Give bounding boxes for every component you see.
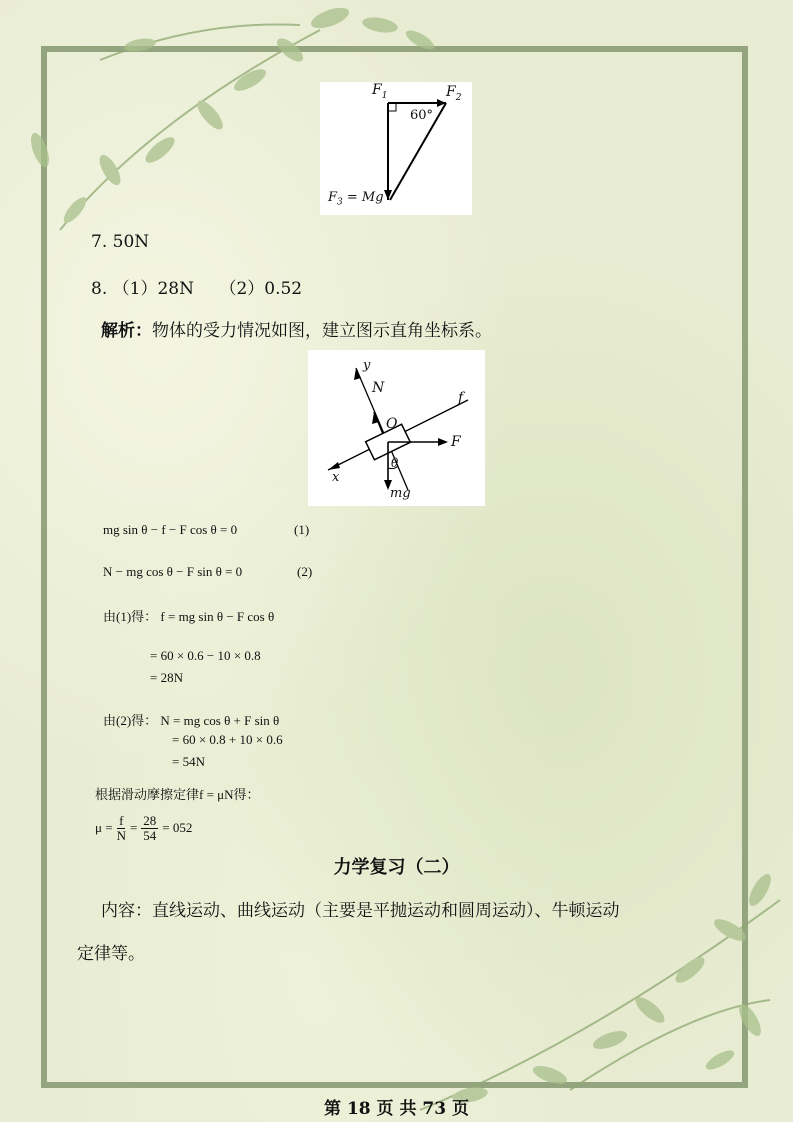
equation-6: 由(2)得： N = mg cos θ + F sin θ <box>103 713 280 728</box>
label-f1: $F_1$ <box>372 82 388 101</box>
label-f3: $F_3 = Mg$ <box>328 190 384 208</box>
equation-1-tag: (1) <box>294 522 310 537</box>
answer-7: 7. 50N <box>91 232 150 252</box>
section-content-line-1: 内容：直线运动、曲线运动（主要是平抛运动和圆周运动）、牛顿运动 <box>101 901 620 921</box>
label-mg: mg <box>390 486 411 501</box>
label-angle: 60° <box>410 108 434 123</box>
equation-7: = 60 × 0.8 + 10 × 0.6 <box>172 732 283 747</box>
equation-9: 根据滑动摩擦定律f = μN得： <box>95 787 260 802</box>
label-f2: $F_2$ <box>446 84 462 103</box>
equation-2: N − mg cos θ − F sin θ = 0 <box>103 564 243 579</box>
force-triangle-figure <box>320 82 472 215</box>
analysis-label: 解析： <box>101 321 152 341</box>
equation-10 <box>95 810 192 846</box>
answer-8: 8. （1）28N （2）0.52 <box>91 279 303 299</box>
eq10-equals: = <box>129 820 138 835</box>
eq10-left: μ = <box>95 820 113 835</box>
label-theta: θ <box>391 456 399 470</box>
page-footer: 第 18 页 共 73 页 <box>324 1099 469 1119</box>
eq10-result: = 052 <box>162 820 193 835</box>
equation-8: = 54N <box>172 754 205 769</box>
label-F: F <box>451 434 461 450</box>
label-y: y <box>363 358 371 373</box>
eq10-fraction-fn: $\frac{f}{N}$ <box>116 812 126 843</box>
label-f: f <box>458 390 464 406</box>
equation-1: mg sin θ − f − F cos θ = 0 <box>103 522 238 537</box>
section-content-line-2: 定律等。 <box>77 944 145 964</box>
analysis-line <box>101 316 492 341</box>
label-N: N <box>372 380 385 396</box>
section-title: 力学复习（二） <box>333 857 460 878</box>
eq10-fraction-values: $\frac{28}{54}$ <box>143 812 157 843</box>
label-O: O <box>386 416 398 432</box>
analysis-text: 物体的受力情况如图，建立图示直角坐标系。 <box>152 321 492 341</box>
incline-force-figure <box>308 350 485 506</box>
equation-4: = 60 × 0.6 − 10 × 0.8 <box>150 648 261 663</box>
equation-5: = 28N <box>150 670 183 685</box>
label-x: x <box>332 470 340 485</box>
equation-3: 由(1)得： f = mg sin θ − F cos θ <box>103 609 275 624</box>
equation-2-tag: (2) <box>297 564 313 579</box>
